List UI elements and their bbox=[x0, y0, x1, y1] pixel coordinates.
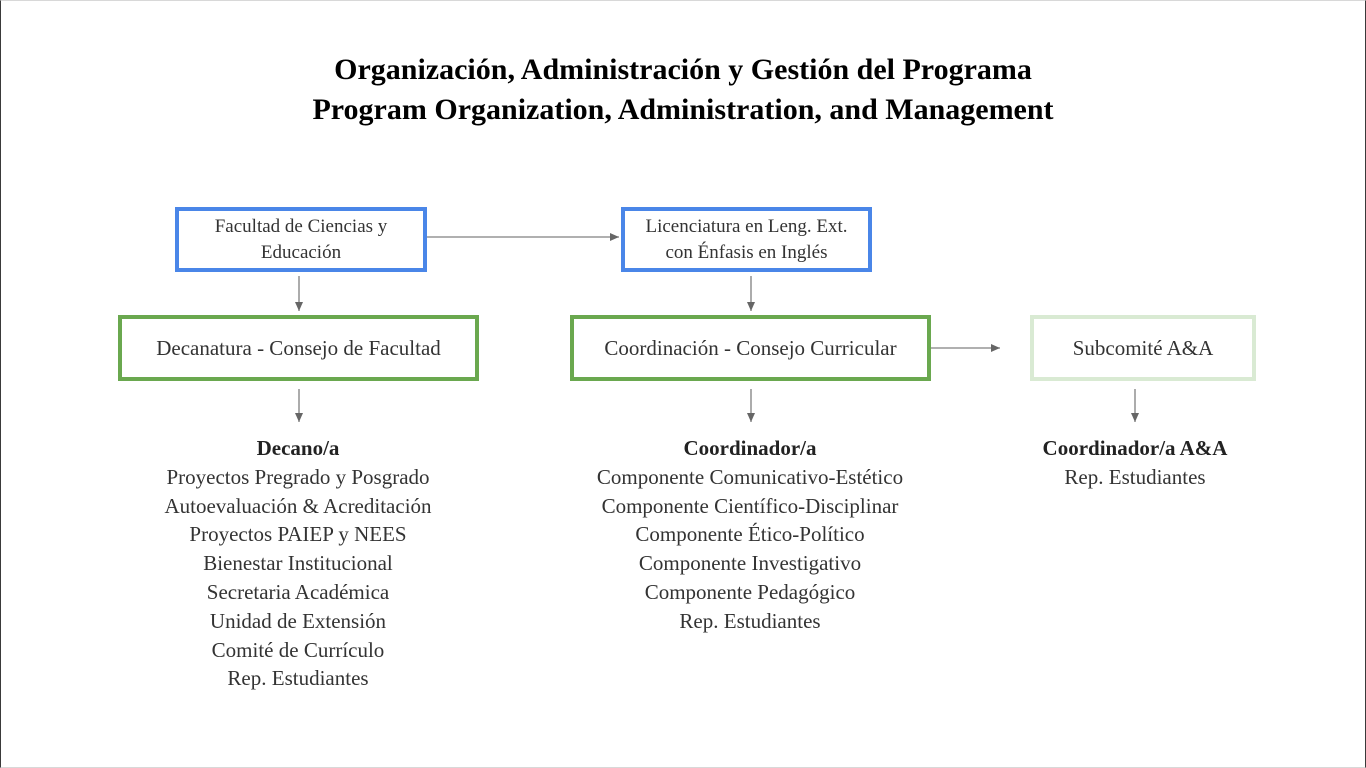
title-spanish: Organización, Administración y Gestión del Programa bbox=[334, 53, 1032, 86]
coordinador-list-item: Componente Comunicativo-Estético bbox=[596, 464, 904, 489]
coordinador-aa-list bbox=[985, 434, 1285, 492]
node-licenciatura-line2: con Énfasis en Inglés bbox=[665, 241, 828, 263]
title-english: Program Organization, Administration, and Management bbox=[312, 93, 1054, 126]
node-licenciatura-line1: Licenciatura en Leng. Ext. bbox=[645, 215, 848, 237]
node-coordinacion bbox=[570, 315, 931, 381]
node-facultad bbox=[175, 207, 427, 272]
decano-list-item: Proyectos PAIEP y NEES bbox=[189, 522, 407, 547]
node-coordinacion-label: Coordinación - Consejo Curricular bbox=[604, 335, 897, 360]
node-subcomite bbox=[1030, 315, 1256, 381]
decano-list-item: Autoevaluación & Acreditación bbox=[164, 493, 432, 518]
decano-list bbox=[98, 434, 498, 693]
node-decanatura bbox=[118, 315, 479, 381]
decano-list-item: Bienestar Institucional bbox=[203, 551, 393, 576]
node-facultad-line1: Facultad de Ciencias y bbox=[214, 215, 388, 237]
node-decanatura-label: Decanatura - Consejo de Facultad bbox=[156, 335, 441, 360]
decano-list-item: Secretaria Académica bbox=[206, 579, 390, 604]
coordinador-list-item: Componente Investigativo bbox=[638, 551, 862, 576]
coordinador-list-item: Componente Ético-Político bbox=[635, 522, 865, 547]
node-licenciatura bbox=[621, 207, 872, 272]
coordinador-aa-list-item: Rep. Estudiantes bbox=[1064, 464, 1206, 489]
coordinador-list bbox=[550, 434, 950, 636]
decano-list-heading: Decano/a bbox=[256, 436, 340, 460]
coordinador-list-item: Rep. Estudiantes bbox=[679, 608, 821, 633]
node-subcomite-label: Subcomité A&A bbox=[1072, 335, 1214, 360]
decano-list-item: Unidad de Extensión bbox=[209, 608, 387, 633]
coordinador-list-item: Componente Científico-Disciplinar bbox=[601, 493, 899, 518]
decano-list-item: Comité de Currículo bbox=[211, 637, 385, 662]
decano-list-item: Rep. Estudiantes bbox=[227, 666, 369, 691]
decano-list-item: Proyectos Pregrado y Posgrado bbox=[166, 464, 430, 489]
coordinador-list-heading: Coordinador/a bbox=[683, 436, 817, 460]
coordinador-list-item: Componente Pedagógico bbox=[644, 579, 856, 604]
node-facultad-line2: Educación bbox=[260, 241, 342, 263]
coordinador-aa-list-heading: Coordinador/a A&A bbox=[1042, 436, 1228, 460]
